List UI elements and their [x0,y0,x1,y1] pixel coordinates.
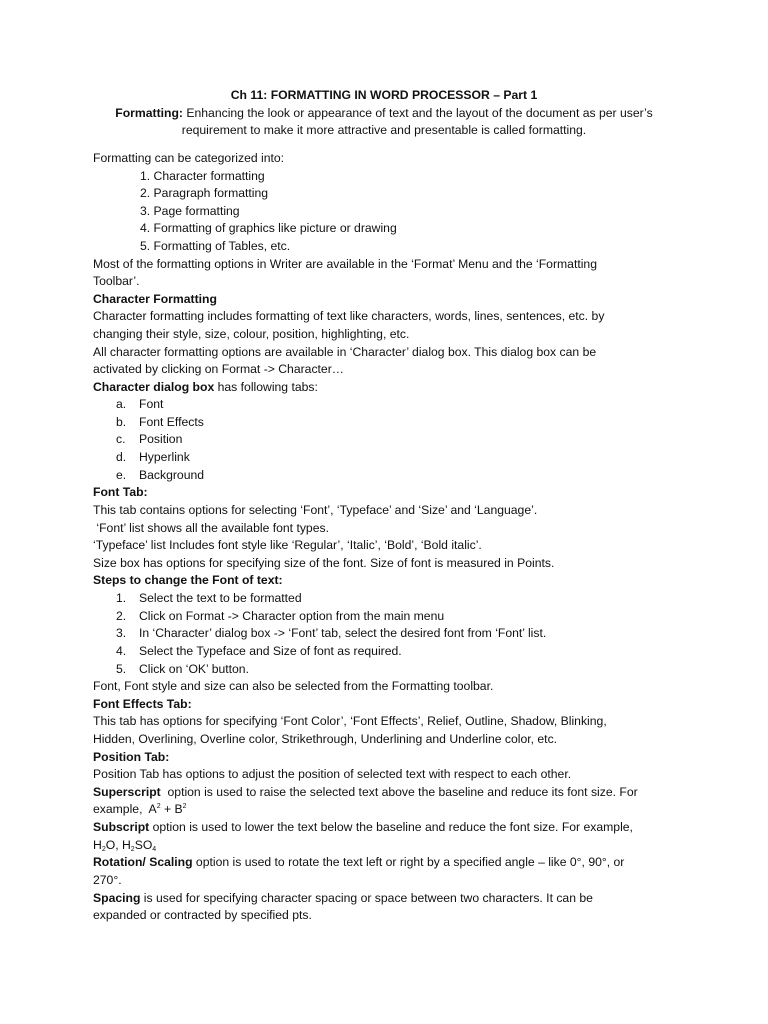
list-item: In ‘Character’ dialog box -> ‘Font’ tab, select the desired font from ‘Font’ list. [139,626,547,640]
list-item: 3. Page formatting [140,204,240,218]
list-item: 1. Character formatting [140,169,265,183]
categories-intro: Formatting can be categorized into: [93,151,285,165]
paragraph-line: This tab contains options for selecting ‘Font’, ‘Typeface’ and ‘Size’ and ‘Language’. [93,503,538,517]
inline-term: Subscript [93,820,150,834]
list-item-marker: 2. [116,609,127,623]
page-title: Ch 11: FORMATTING IN WORD PROCESSOR – Part 1 [230,88,538,102]
list-item: Background [139,468,205,482]
section-heading: Font Tab: [93,485,148,499]
paragraph-line: ‘Typeface’ list Includes font style like ‘Regular’, ‘Italic’, ‘Bold’, ‘Bold italic’. [93,538,482,552]
paragraph-line: expanded or contracted by specified pts. [93,908,312,922]
section-heading: Steps to change the Font of text: [93,573,283,587]
list-item: Font [139,397,164,411]
paragraph-line: activated by clicking on Format -> Character… [93,362,344,376]
subscript-digit: 4 [152,846,157,853]
paragraph-line: 270°. [93,873,122,887]
subscript-digit: 2 [101,846,106,853]
paragraph-line: Character formatting includes formatting of text like characters, words, lines, sentences, etc. by [93,309,605,323]
paragraph-line: Superscript option is used to raise the selected text above the baseline and reduce its font size. For [93,785,638,799]
paragraph-line: Font, Font style and size can also be selected from the Formatting toolbar. [93,679,494,693]
definition-line-1: Formatting: Enhancing the look or appearance of text and the layout of the document as per user’s [115,106,653,120]
list-item: Hyperlink [139,450,190,464]
list-item-marker: d. [116,450,127,464]
paragraph-line: All character formatting options are available in ‘Character’ dialog box. This dialog box can be [93,345,597,359]
paragraph-line: Position Tab has options to adjust the position of selected text with respect to each other. [93,767,572,781]
section-heading: Font Effects Tab: [93,697,192,711]
paragraph-line: Spacing is used for specifying character spacing or space between two characters. It can be [93,891,593,905]
inline-term: Rotation/ Scaling [93,855,193,869]
list-item-marker: a. [116,397,127,411]
list-item: 2. Paragraph formatting [140,186,269,200]
list-item: Select the Typeface and Size of font as required. [139,644,402,658]
superscript-digit: 2 [156,803,161,810]
list-item-marker: 3. [116,626,127,640]
list-item: Position [139,432,183,446]
list-item: 4. Formatting of graphics like picture or drawing [140,221,397,235]
inline-term: Superscript [93,785,161,799]
paragraph-line: Subscript option is used to lower the text below the baseline and reduce the font size. For example, [93,820,633,834]
list-item-marker: 1. [116,591,127,605]
list-item: Click on ‘OK’ button. [139,662,249,676]
list-item: Click on Format -> Character option from the main menu [139,609,445,623]
list-item-marker: 4. [116,644,127,658]
paragraph-line: ‘Font’ list shows all the available font types. [93,521,329,535]
paragraph-line: Most of the formatting options in Writer are available in the ‘Format’ Menu and the ‘Formatting [93,257,597,271]
subscript-digit: 2 [130,846,135,853]
paragraph-line: example, $A^2 + B^2$ [93,802,187,816]
paragraph-line: changing their style, size, colour, position, highlighting, etc. [93,327,410,341]
section-heading: Character Formatting [93,292,217,306]
inline-term: Spacing [93,891,141,905]
paragraph-line: Size box has options for specifying size of the font. Size of font is measured in Points. [93,556,555,570]
definition-line-2: requirement to make it more attractive and presentable is called formatting. [181,123,587,137]
paragraph-line: Toolbar’. [93,274,140,288]
list-item: Select the text to be formatted [139,591,302,605]
list-item-marker: b. [116,415,127,429]
superscript-digit: 2 [182,803,187,810]
list-item-marker: e. [116,468,127,482]
list-item: Font Effects [139,415,204,429]
paragraph-line: Rotation/ Scaling option is used to rotate the text left or right by a specified angle – like 0°, 90°, or [93,855,625,869]
list-item-marker: c. [116,432,126,446]
paragraph-line: Hidden, Overlining, Overline color, Strikethrough, Underlining and Underline color, etc. [93,732,558,746]
paragraph-line: Character dialog box has following tabs: [93,380,318,394]
definition-term: Formatting: [115,106,183,120]
section-heading: Position Tab: [93,750,170,764]
paragraph-line: This tab has options for specifying ‘Font Color’, ‘Font Effects’, Relief, Outline, Shadow, Blinking, [93,714,607,728]
list-item-marker: 5. [116,662,127,676]
inline-term: Character dialog box [93,380,215,394]
paragraph-line: $H_2O$, $H_2SO_4$ [93,838,157,853]
list-item: 5. Formatting of Tables, etc. [140,239,291,253]
